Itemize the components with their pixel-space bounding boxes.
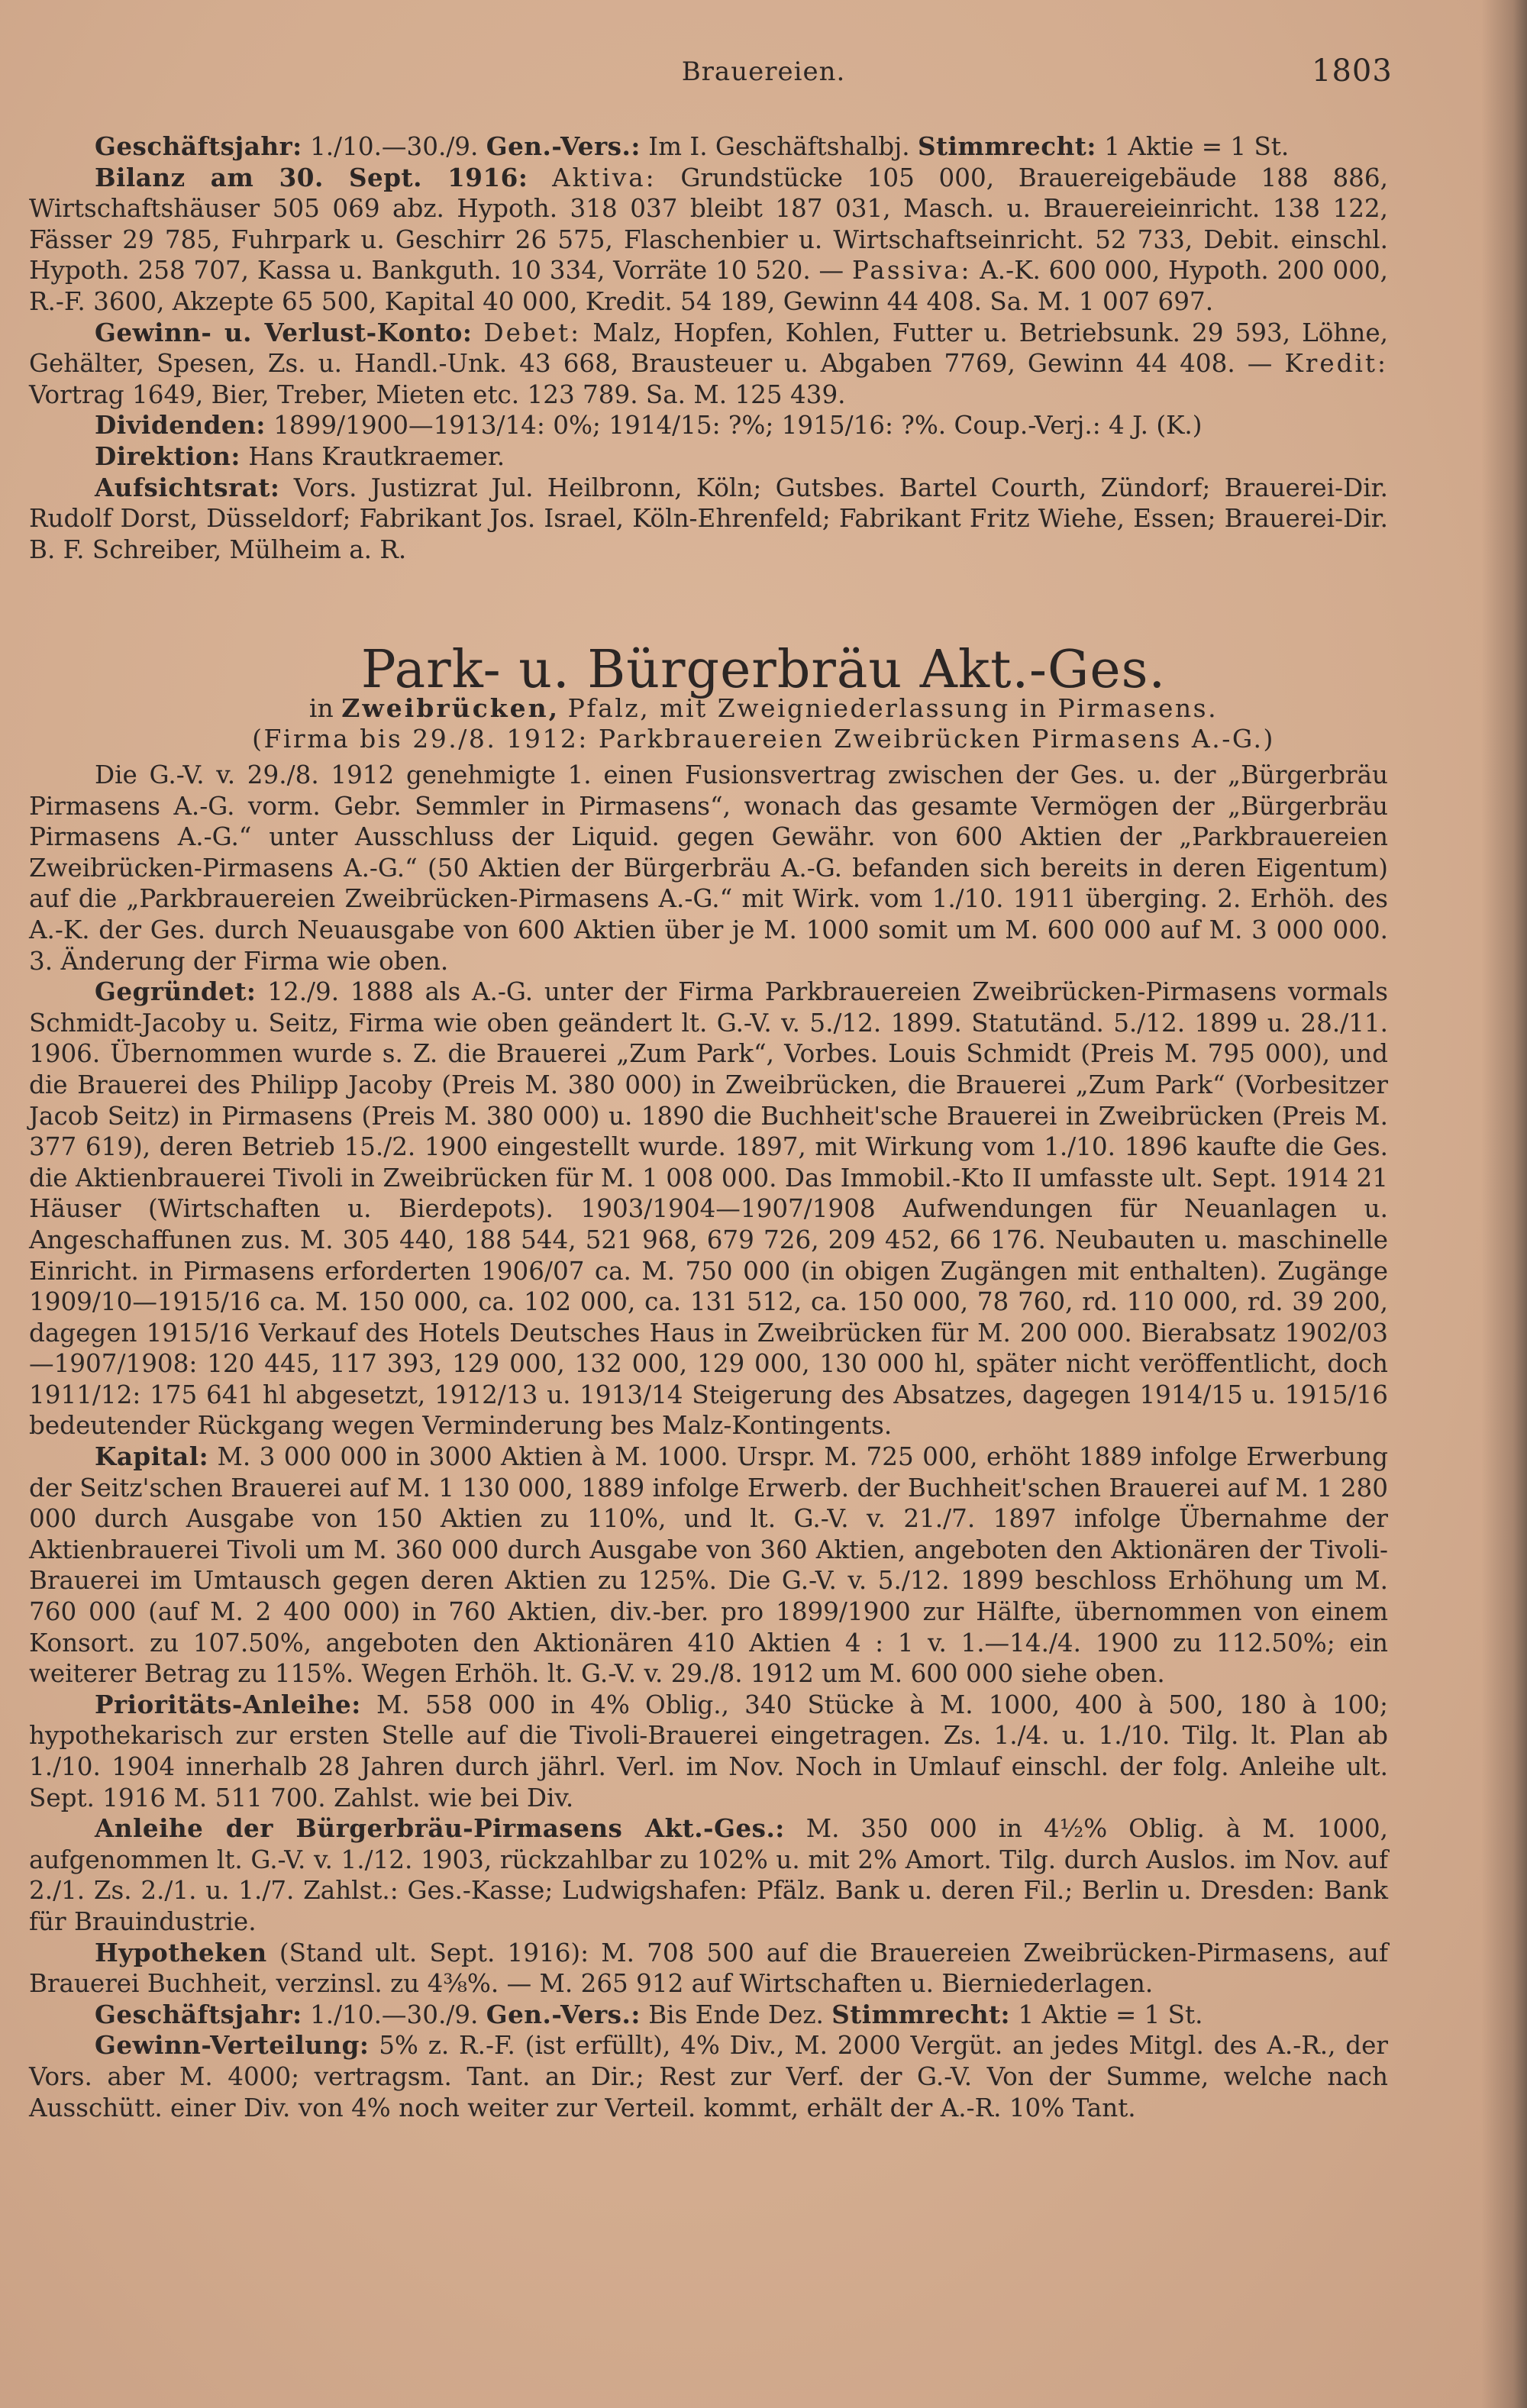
prioritaets-paragraph — [29, 1690, 1388, 1813]
bilanz-label: Bilanz am 30. Sept. 1916: — [95, 162, 528, 192]
hypotheken-text: (Stand ult. Sept. 1916): M. 708 500 auf die Brauereien Zweibrücken-Pirmasens, auf Brauerei Buchheit, verzinsl. zu 4⅜%. — M. 265 912 auf Wirtschaften u. Bierniederlagen. — [29, 1938, 1388, 1999]
st-text: 1 Aktie = 1 St. — [1018, 2000, 1203, 2029]
gj-text: 1./10.—30./9. — [310, 2000, 479, 2029]
fiscal-meta-paragraph — [29, 131, 1388, 163]
aufsichtsrat-paragraph — [29, 473, 1388, 566]
dividenden-text: 1899/1900—1913/14: 0%; 1914/15: ?%; 1915/16: ?%. Coup.-Verj.: 4 J. (K.) — [273, 411, 1203, 441]
kapital-paragraph — [29, 1441, 1388, 1690]
direktion-paragraph — [29, 441, 1388, 473]
aufsichtsrat-text: Vors. Justizrat Jul. Heilbronn, Köln; Gutsbes. Bartel Courth, Zündorf; Brauerei-Dir. Rudolf Dorst, Düsseldorf; Fabrikant Jos. Israel, Köln-Ehrenfeld; Fabrikant Fritz Wiehe, Essen; Brauerei-Dir. B. F. Schreiber, Mülheim a. R. — [29, 473, 1388, 564]
anleihe-paragraph — [29, 1813, 1388, 1937]
intro-paragraph: Die G.-V. v. 29./8. 1912 genehmigte 1. einen Fusionsvertrag zwischen der Ges. u. der „Bürgerbräu Pirmasens A.-G. vorm. Gebr. Semmler in Pirmasens“, wonach das gesamte Vermögen der „Bürgerbräu Pirmasens A.-G.“ unter Ausschluss der Liquid. gegen Gewähr. von 600 Aktien der „Parkbrauereien Zweibrücken-Pirmasens A.-G.“ (50 Aktien der Bürgerbräu A.-G. befanden sich bereits in deren Eigentum) auf die „Parkbrauereien Zweibrücken-Pirmasens A.-G.“ mit Wirk. vom 1./10. 1911 überging. 2. Erhöh. des A.-K. der Ges. durch Neuausgabe von 600 Aktien über je M. 1000 somit um M. 600 000 auf M. 3 000 000. 3. Änderung der Firma wie oben. — [29, 760, 1388, 976]
anleihe-text: M. 350 000 in 4½% Oblig. à M. 1000, aufgenommen lt. G.-V. v. 1./12. 1903, rückzahlbar zu 102% u. mit 2% Amort. Tilg. durch Auslos. im Nov. auf 2./1. Zs. 2./1. u. 1./7. Zahlst.: Ges.-Kasse; Ludwigshafen: Pfälz. Bank u. deren Fil.; Berlin u. Dresden: Bank für Brauindustrie. — [29, 1814, 1388, 1936]
running-header: Brauereien. — [681, 56, 846, 87]
anleihe-label: Anleihe der Bürgerbräu-Pirmasens Akt.-Ges.: — [95, 1813, 785, 1844]
st-label: Stimmrecht: — [831, 1999, 1011, 2029]
gv-text: Bis Ende Dez. — [648, 2000, 824, 2029]
company-title: Park- u. Bürgerbräu Akt.-Ges. — [360, 640, 1167, 700]
genvers-text: Im I. Geschäftshalbj. — [648, 132, 910, 161]
prioritaets-label: Prioritäts-Anleihe: — [95, 1689, 361, 1719]
gewinnverteilung-text: 5% z. R.-F. (ist erfüllt), 4% Div., M. 2000 Vergüt. an jedes Mitgl. des A.-R., der Vors. aber M. 4000; vertragsm. Tant. an Dir.; Rest zur Verf. der G.-V. Von der Summe, welche nach Ausschütt. einer Div. von 4% noch weiter zur Verteil. kommt, erhält der A.-R. 10% Tant. — [29, 2031, 1388, 2122]
gewinnverteilung-paragraph — [29, 2030, 1388, 2123]
page-edge-shadow — [1481, 0, 1527, 2408]
gewinnverteilung-label: Gewinn-Verteilung: — [95, 2030, 370, 2061]
dividenden-label: Dividenden: — [95, 410, 266, 441]
dividenden-paragraph — [29, 410, 1388, 441]
company-entry-body — [29, 760, 1388, 2123]
passiva-label: Passiva: — [851, 256, 972, 286]
previous-company-entry — [29, 131, 1388, 565]
guv-paragraph — [29, 318, 1388, 411]
geschaeftsjahr-label: Geschäftsjahr: — [95, 131, 302, 161]
gv-label: Gen.-Vers.: — [486, 1999, 641, 2029]
stimmrecht-text: 1 Aktie = 1 St. — [1104, 132, 1290, 161]
guv-debet-text: Malz, Hopfen, Kohlen, Futter u. Betriebsunk. 29 593, Löhne, Gehälter, Spesen, Zs. u. Handl.-Unk. 43 668, Brausteuer u. Abgaben 7769, Gewinn 44 408. — — [29, 318, 1389, 379]
kredit-label: Kredit: — [1284, 349, 1388, 379]
page-number: 1803 — [1312, 53, 1393, 89]
guv-kredit-text: Vortrag 1649, Bier, Treber, Mieten etc. 123 789. Sa. M. 125 439. — [29, 379, 846, 409]
direktion-label: Direktion: — [95, 441, 241, 471]
kapital-text: M. 3 000 000 in 3000 Aktien à M. 1000. Urspr. M. 725 000, erhöht 1889 infolge Erwerbung der Seitz'schen Brauerei auf M. 1 130 000, 1889 infolge Erwerb. der Buchheit'schen Brauerei auf M. 1 280 000 durch Ausgabe von 150 Aktien zu 110%, und lt. G.-V. v. 21./7. 1897 infolge Übernahme der Aktienbrauerei Tivoli um M. 360 000 durch Ausgabe von 360 Aktien, angeboten den Aktionären der Tivoli-Brauerei im Umtausch gegen deren Aktien zu 125%. Die G.-V. v. 5./12. 1899 beschloss Erhöhung um M. 760 000 (auf M. 2 400 000) in 760 Aktien, div.-ber. pro 1899/1900 zur Hälfte, übernommen von einem Konsort. zu 107.50%, angeboten den Aktionären 410 Aktien 4 : 1 v. 1.—14./4. 1900 zu 112.50%; ein weiterer Betrag zu 115%. Wegen Erhöh. lt. G.-V. v. 29./8. 1912 um M. 600 000 siehe oben. — [29, 1442, 1389, 1689]
direktion-text: Hans Krautkraemer. — [248, 441, 505, 471]
gegruendet-label: Gegründet: — [95, 976, 257, 1007]
stimmrecht-label: Stimmrecht: — [917, 131, 1096, 161]
hypotheken-label: Hypotheken — [95, 1937, 267, 1967]
company-subtitle — [0, 693, 1527, 754]
bilanz-aktiva-text: Grundstücke 105 000, Brauereigebäude 188 886, Wirtschaftshäuser 505 069 abz. Hypoth. 318 037 bleibt 187 031, Masch. u. Brauereieinricht. 138 122, Fässer 29 785, Fuhrpark u. Geschirr 26 575, Flaschenbier u. Wirtschaftseinricht. 52 733, Debit. einschl. Hypoth. 258 707, Kassa u. Bankguth. 10 334, Vorräte 10 520. — — [29, 163, 1388, 286]
hypotheken-paragraph — [29, 1938, 1388, 2000]
company-location-prefix: in — [308, 693, 334, 723]
prioritaets-text: M. 558 000 in 4% Oblig., 340 Stücke à M. 1000, 400 à 500, 180 à 100; hypothekarisch zur ersten Stelle auf die Tivoli-Brauerei eingetragen. Zs. 1./4. u. 1./10. Tilg. lt. Plan ab 1./10. 1904 innerhalb 28 Jahren durch jährl. Verl. im Nov. Noch in Umlauf einschl. der folg. Anleihe ult. Sept. 1916 M. 511 700. Zahlst. wie bei Div. — [29, 1690, 1389, 1812]
gj-label: Geschäftsjahr: — [95, 1999, 302, 2029]
guv-label: Gewinn- u. Verlust-Konto: — [95, 317, 473, 347]
gegruendet-paragraph — [29, 976, 1388, 1441]
company-location-line — [0, 693, 1527, 724]
gegruendet-text: 12./9. 1888 als A.-G. unter der Firma Parkbrauereien Zweibrücken-Pirmasens vormals Schmidt-Jacoby u. Seitz, Firma wie oben geändert lt. G.-V. v. 5./12. 1899. Statutänd. 5./12. 1899 u. 28./11. 1906. Übernommen wurde s. Z. die Brauerei „Zum Park“, Vorbes. Louis Schmidt (Preis M. 795 000), und die Brauerei des Philipp Jacoby (Preis M. 380 000) in Zweibrücken, die Brauerei „Zum Park“ (Vorbesitzer Jacob Seitz) in Pirmasens (Preis M. 380 000) u. 1890 die Buchheit'sche Brauerei in Zweibrücken (Preis M. 377 619), deren Betrieb 15./2. 1900 eingestellt wurde. 1897, mit Wirkung vom 1./10. 1896 kaufte die Ges. die Aktienbrauerei Tivoli in Zweibrücken für M. 1 008 000. Das Immobil.-Kto II umfasste ult. Sept. 1914 21 Häuser (Wirtschaften u. Bierdepots). 1903/1904—1907/1908 Aufwendungen für Neuanlagen u. Angeschaffunen zus. M. 305 440, 188 544, 521 968, 679 726, 209 452, 66 176. Neubauten u. maschinelle Einricht. in Pirmasens erforderten 1906/07 ca. M. 750 000 (in obigen Zugängen mit enthalten). Zugänge 1909/10—1915/16 ca. M. 150 000, ca. 102 000, ca. 131 512, ca. 150 000, 78 760, rd. 110 000, rd. 39 200, dagegen 1915/16 Verkauf des Hotels Deutsches Haus in Zweibrücken für M. 200 000. Bierabsatz 1902/03—1907/1908: 120 445, 117 393, 129 000, 132 000, 129 000, 130 000 hl, später nicht veröffentlicht, doch 1911/12: 175 641 hl abgesetzt, 1912/13 u. 1913/14 Steigerung des Absatzes, dagegen 1914/15 u. 1915/16 bedeutender Rückgang wegen Verminderung bes Malz-Kontingents. — [29, 977, 1389, 1441]
kapital-label: Kapital: — [95, 1441, 209, 1472]
company-former-name: (Firma bis 29./8. 1912: Parkbrauereien Zweibrücken Pirmasens A.-G.) — [252, 724, 1275, 754]
meta-paragraph — [29, 2000, 1388, 2031]
company-city: Zweibrücken, — [341, 693, 560, 723]
bilanz-paragraph — [29, 163, 1388, 318]
bilanz-passiva-text: A.-K. 600 000, Hypoth. 200 000, R.-F. 3600, Akzepte 65 500, Kapital 40 000, Kredit. 54 189, Gewinn 44 408. Sa. M. 1 007 697. — [29, 256, 1388, 316]
aktiva-label: Aktiva: — [552, 163, 657, 192]
company-location-rest: Pfalz, mit Zweigniederlassung in Pirmasens. — [567, 693, 1219, 723]
debet-label: Debet: — [483, 318, 582, 347]
genvers-label: Gen.-Vers.: — [486, 131, 641, 161]
geschaeftsjahr-text: 1./10.—30./9. — [310, 132, 479, 161]
aufsichtsrat-label: Aufsichtsrat: — [95, 472, 280, 502]
